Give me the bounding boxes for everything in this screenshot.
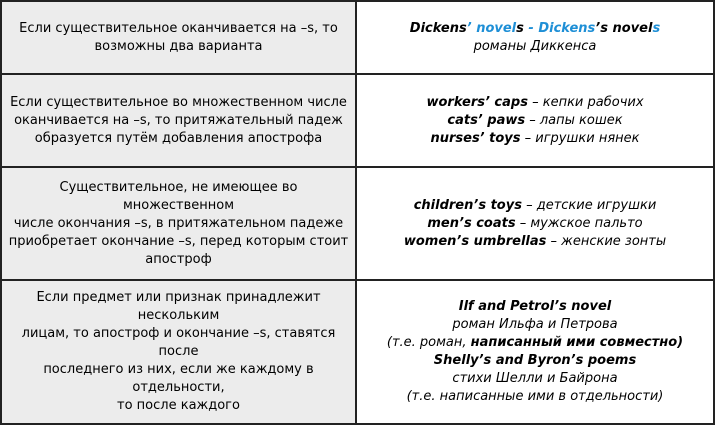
example-term: novel: [607, 20, 653, 36]
rule-line: Если существительное оканчивается на –s, то: [19, 20, 338, 36]
example-term: workers’ caps: [426, 94, 528, 110]
rule-line: то после каждого: [117, 398, 240, 413]
example-cell: [356, 280, 714, 424]
example-line: [363, 197, 707, 215]
rule-cell: [1, 1, 356, 74]
rule-line: последнего из них, если же каждому в отдельности,: [43, 362, 314, 395]
example-line: [363, 94, 707, 112]
example-term: Dickens: [409, 20, 467, 36]
rule-line: возможны два варианта: [94, 38, 263, 54]
example-term: nurses’ toys: [430, 130, 521, 146]
example-note: [363, 334, 707, 352]
example-line: [363, 112, 707, 130]
rule-line: лицам, то апостроф и окончание –s, ставятся после: [21, 326, 336, 359]
example-cell: [356, 167, 714, 280]
example-note-part: (т.е. роман,: [386, 335, 471, 350]
example-translation: – игрушки нянек: [520, 130, 640, 146]
example-translation: роман Ильфа и Петрова: [452, 317, 618, 332]
example-translation: – лапы кошек: [525, 112, 623, 128]
table-row: [1, 280, 714, 424]
example-translation: романы Диккенса: [473, 38, 597, 54]
example-term: s: [516, 20, 524, 36]
rule-line: апостроф: [145, 251, 212, 267]
example-term: cats’ paws: [447, 112, 526, 128]
rule-cell: [1, 74, 356, 167]
example-term: children’s toys: [413, 197, 522, 213]
example-line: [363, 215, 707, 233]
example-apostrophe: ’ novel: [466, 20, 517, 36]
example-term: women’s umbrellas: [403, 233, 547, 249]
example-suffix: s: [652, 20, 661, 36]
example-translation: – кепки рабочих: [527, 94, 644, 110]
example-translation: – мужское пальто: [515, 215, 643, 231]
rule-line: образуется путём добавления апострофа: [34, 130, 323, 146]
rule-line: числе окончания –s, в притяжательном падеже: [13, 215, 344, 231]
example-line: [363, 233, 707, 251]
example-line: [363, 130, 707, 148]
rule-line: Если существительное во множественном числе: [10, 94, 347, 110]
table-row: [1, 167, 714, 280]
example-line: [363, 20, 707, 38]
table-row: [1, 1, 714, 74]
rule-line: Существительное, не имеющее во множественном: [59, 179, 298, 213]
rule-cell: [1, 167, 356, 280]
example-translation: стихи Шелли и Байрона: [452, 371, 618, 386]
rule-line: Если предмет или признак принадлежит нескольким: [36, 290, 321, 323]
example-term: men’s coats: [427, 215, 516, 231]
example-separator: - Dickens: [523, 20, 596, 36]
example-term: Ilf and Petrol’s novel: [458, 299, 612, 314]
rule-line: оканчивается на –s, то притяжательный падеж: [14, 112, 343, 128]
rule-cell: [1, 280, 356, 424]
example-cell: [356, 74, 714, 167]
example-translation: – женские зонты: [546, 233, 667, 249]
example-term: Shelly’s and Byron’s poems: [433, 353, 637, 368]
example-cell: [356, 1, 714, 74]
example-note-part: написанный ими совместно): [470, 335, 684, 350]
example-note: (т.е. написанные ими в отдельности): [406, 389, 664, 404]
table-row: [1, 74, 714, 167]
example-term: ’s: [595, 20, 608, 36]
rule-line: приобретает окончание –s, перед которым стоит: [8, 233, 349, 249]
example-translation: – детские игрушки: [521, 197, 657, 213]
